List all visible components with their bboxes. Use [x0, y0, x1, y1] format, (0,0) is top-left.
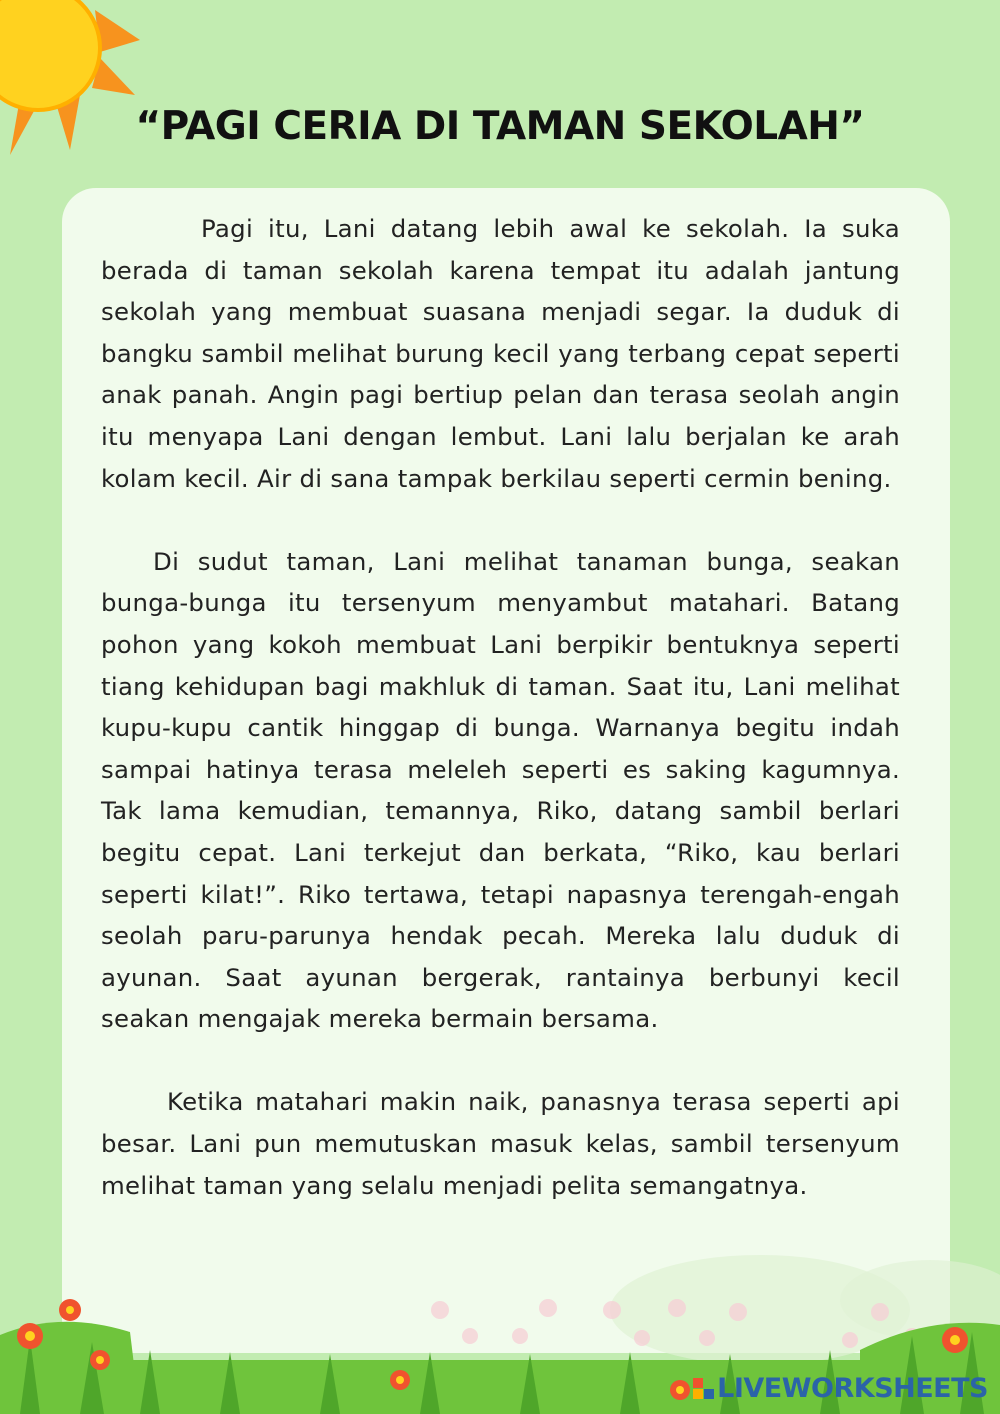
story-text	[101, 208, 900, 1248]
brand-name: LIVEWORKSHEETS	[717, 1373, 988, 1404]
liveworksheets-logo-icon	[693, 1378, 714, 1399]
paragraph-3: Ketika matahari makin naik, panasnya terasa seperti api besar. Lani pun memutuskan masuk kelas, sambil tersenyum melihat taman yang selalu menjadi pelita semangatnya.	[101, 1087, 900, 1200]
liveworksheets-logo[interactable]	[693, 1373, 988, 1404]
paragraph-2: Di sudut taman, Lani melihat tanaman bunga, seakan bunga-bunga itu tersenyum menyambut matahari. Batang pohon yang kokoh membuat Lani berpikir bentuknya seperti tiang kehidupan bagi makhluk di taman. Saat itu, Lani melihat kupu-kupu cantik hinggap di bunga. Warnanya begitu indah sampai hatinya terasa meleleh seperti es saking kagumnya. Tak lama kemudian, temannya, Riko, datang sambil berlari begitu cepat. Lani terkejut dan berkata, “Riko, kau berlari seperti kilat!”. Riko tertawa, tetapi napasnya terengah-engah seolah paru-parunya hendak pecah. Mereka lalu duduk di ayunan. Saat ayunan bergerak, rantainya berbunyi kecil seakan mengajak mereka bermain bersama.	[101, 546, 900, 1034]
page-title: “PAGI CERIA DI TAMAN SEKOLAH”	[135, 104, 865, 149]
paragraph-1: Pagi itu, Lani datang lebih awal ke sekolah. Ia suka berada di taman sekolah karena tempat itu adalah jantung sekolah yang membuat suasana menjadi segar. Ia duduk di bangku sambil melihat burung kecil yang terbang cepat seperti anak panah. Angin pagi bertiup pelan dan terasa seolah angin itu menyapa Lani dengan lembut. Lani lalu berjalan ke arah kolam kecil. Air di sana tampak berkilau seperti cermin bening.	[101, 214, 900, 493]
